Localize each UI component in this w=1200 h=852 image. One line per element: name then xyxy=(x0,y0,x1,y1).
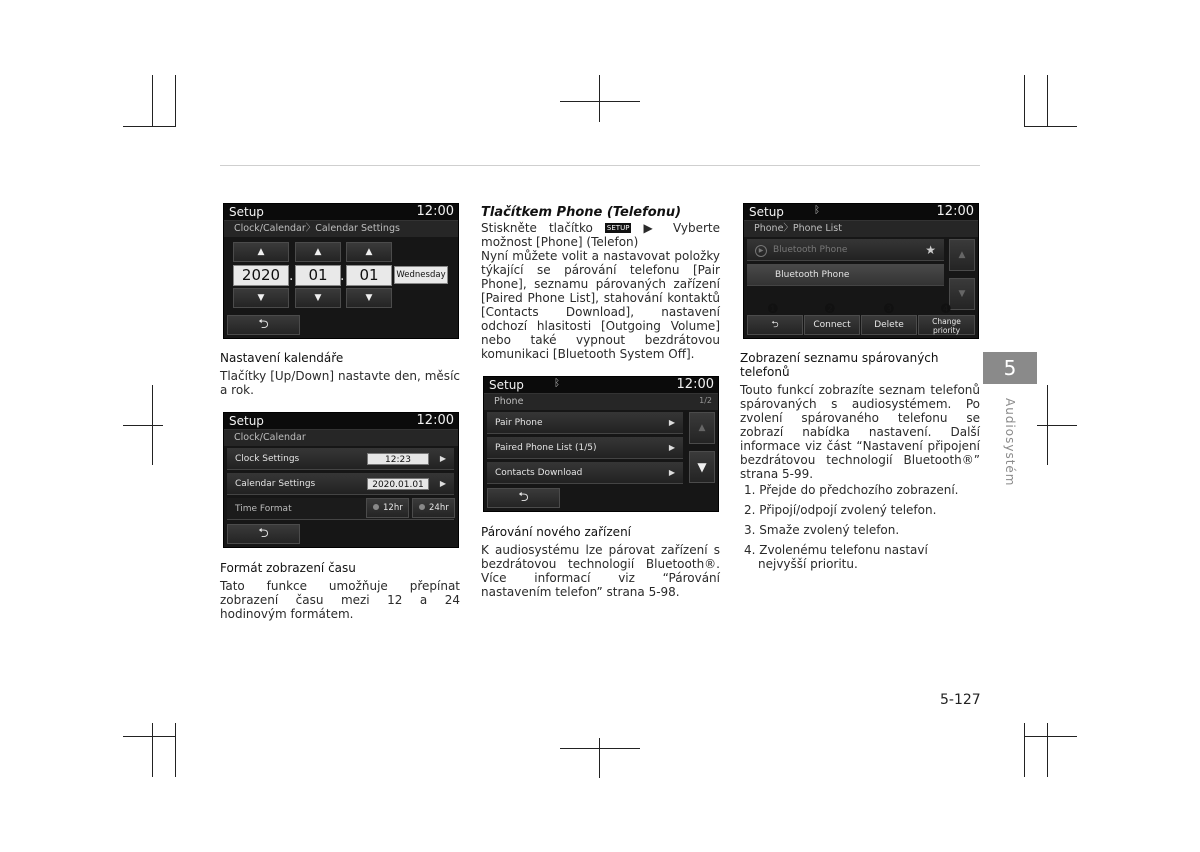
year-down-button[interactable]: ▼ xyxy=(233,288,289,308)
calendar-text: Tlačítky [Up/Down] nastavte den, měsíc a rok. xyxy=(220,369,460,397)
year-field[interactable]: 2020 xyxy=(233,265,289,286)
row-label: Time Format xyxy=(235,504,292,514)
crop-mark xyxy=(123,126,176,127)
radio-icon xyxy=(373,504,379,510)
screen-clock: 12:00 xyxy=(416,413,454,428)
phone-list-screen xyxy=(743,203,979,339)
screen-header xyxy=(224,413,458,430)
crop-mark xyxy=(599,75,600,122)
radio-icon xyxy=(419,504,425,510)
day-field[interactable]: 01 xyxy=(346,265,392,286)
star-icon: ★ xyxy=(925,243,936,257)
screen-title: Setup xyxy=(489,378,524,392)
arrow-right-icon: ▶ xyxy=(668,418,675,427)
screen-clock: 12:00 xyxy=(416,204,454,219)
screen-header xyxy=(224,204,458,221)
crop-mark xyxy=(152,723,153,777)
clock-settings-row[interactable] xyxy=(227,448,454,470)
crop-mark xyxy=(1037,425,1077,426)
calendar-value: 2020.01.01 xyxy=(367,478,429,490)
item-label: Bluetooth Phone xyxy=(773,245,848,255)
crop-mark xyxy=(1024,736,1077,737)
scroll-up-button[interactable]: ▲ xyxy=(689,412,715,444)
row-label: Paired Phone List (1/5) xyxy=(495,443,597,453)
crop-mark xyxy=(175,75,176,127)
back-button[interactable] xyxy=(747,315,803,335)
phone-description: Nyní můžete volit a nastavovat položky týkající se párování telefonu [Pair Phone], seznamu párovaných zařízení [Paired Phone List], stahování kontaktů [Contacts Download], nastavení odchozí hlasitosti [Outgoing Volume] nebo také vypnout bezdrátovou komunikaci [Bluetooth System Off]. xyxy=(481,249,720,361)
pairing-text: K audiosystému lze párovat zařízení s bezdrátovou technologií Bluetooth®. Více informací viz “Párování nastavením telefon” strana 5-98. xyxy=(481,543,720,599)
phone-list-item[interactable] xyxy=(747,239,944,261)
month-up-button[interactable]: ▲ xyxy=(295,242,341,262)
crop-mark xyxy=(1047,723,1048,777)
phone-instruction xyxy=(481,221,720,249)
phone-screen xyxy=(483,376,719,512)
crop-mark xyxy=(1024,723,1025,777)
arrow-right-icon: ▶ xyxy=(668,468,675,477)
year-up-button[interactable]: ▲ xyxy=(233,242,289,262)
button-label: Delete xyxy=(874,320,904,330)
bluetooth-icon: ᛒ xyxy=(554,378,560,389)
list-item: 1. Přejde do předchozího zobrazení. xyxy=(744,483,959,497)
weekday-display: Wednesday xyxy=(394,266,448,284)
crop-mark xyxy=(123,425,163,426)
month-field[interactable]: 01 xyxy=(295,265,341,286)
screen-header xyxy=(484,377,718,394)
arrow-right-icon: ▶ xyxy=(668,443,675,452)
callout-4: ❹ xyxy=(940,302,952,317)
crop-mark xyxy=(1047,75,1048,127)
pair-phone-row[interactable] xyxy=(487,412,683,434)
section-title: Audiosystém xyxy=(1003,398,1017,487)
screen-title: Setup xyxy=(229,414,264,428)
phone-list-item[interactable] xyxy=(747,264,944,286)
back-icon: ⮌ xyxy=(771,320,779,330)
screen-title: Setup xyxy=(749,205,784,219)
row-label: Contacts Download xyxy=(495,468,583,478)
row-label: Calendar Settings xyxy=(235,479,316,489)
screen-header xyxy=(744,204,978,221)
callout-3: ❸ xyxy=(883,302,895,317)
crop-mark xyxy=(560,748,640,749)
month-down-button[interactable]: ▼ xyxy=(295,288,341,308)
callout-2: ❷ xyxy=(824,302,836,317)
12hr-option[interactable] xyxy=(366,498,409,518)
arrow-right-icon: ▶ xyxy=(439,454,446,463)
date-separator: . xyxy=(340,268,345,284)
instruction-text: ▶ Vyberte možnost [Phone] (Telefon) xyxy=(481,221,720,249)
breadcrumb: Clock/Calendar〉Calendar Settings xyxy=(224,221,458,237)
list-item: 3. Smaže zvolený telefon. xyxy=(744,523,900,537)
button-label: Connect xyxy=(813,320,851,330)
scroll-up-button[interactable]: ▲ xyxy=(949,239,975,271)
row-label: Clock Settings xyxy=(235,454,300,464)
pairing-heading: Párování nového zařízení xyxy=(481,525,632,539)
page-indicator: 1/2 xyxy=(699,396,712,405)
list-item: 4. Zvolenému telefonu nastaví nejvyšší prioritu. xyxy=(744,543,928,571)
scroll-down-button[interactable]: ▼ xyxy=(949,278,975,310)
crop-mark xyxy=(599,738,600,778)
crop-mark xyxy=(1024,126,1077,127)
delete-button[interactable] xyxy=(861,315,917,335)
list-item: 2. Připojí/odpojí zvolený telefon. xyxy=(744,503,937,517)
format-heading: Formát zobrazení času xyxy=(220,561,356,575)
format-text: Tato funkce umožňuje přepínat zobrazení času mezi 12 a 24 hodinovým formátem. xyxy=(220,579,460,621)
arrow-right-icon: ▶ xyxy=(439,479,446,488)
crop-mark xyxy=(123,736,176,737)
option-label: 24hr xyxy=(429,503,449,513)
calendar-heading: Nastavení kalendáře xyxy=(220,351,344,365)
24hr-option[interactable] xyxy=(412,498,455,518)
crop-mark xyxy=(560,101,640,102)
row-label: Pair Phone xyxy=(495,418,543,428)
phone-heading: Tlačítkem Phone (Telefonu) xyxy=(481,205,682,220)
calendar-settings-row[interactable] xyxy=(227,473,454,495)
paired-phone-list-row[interactable] xyxy=(487,437,683,459)
date-separator: . xyxy=(289,268,294,284)
back-button[interactable]: ⮌ xyxy=(227,524,300,544)
clock-calendar-screen xyxy=(223,412,459,548)
back-button[interactable]: ⮌ xyxy=(487,488,560,508)
setup-key-icon: SETUP xyxy=(606,224,630,232)
screen-clock: 12:00 xyxy=(676,377,714,392)
day-up-button[interactable]: ▲ xyxy=(346,242,392,262)
button-label: Change priority xyxy=(932,317,961,335)
contacts-download-row[interactable] xyxy=(487,462,683,484)
page-number: 5-127 xyxy=(940,692,981,708)
crop-mark xyxy=(175,723,176,777)
crop-mark xyxy=(1024,75,1025,127)
crop-mark xyxy=(152,75,153,127)
screen-title: Setup xyxy=(229,205,264,219)
instruction-text: Stiskněte tlačítko xyxy=(481,221,593,235)
back-button[interactable]: ⮌ xyxy=(227,315,300,335)
option-label: 12hr xyxy=(383,503,403,513)
calendar-screen xyxy=(223,203,459,339)
day-down-button[interactable]: ▼ xyxy=(346,288,392,308)
breadcrumb: Phone〉Phone List xyxy=(744,221,978,237)
callout-1: ❶ xyxy=(767,302,779,317)
breadcrumb: Clock/Calendar xyxy=(224,430,458,446)
section-number: 5 xyxy=(1003,356,1017,380)
section-tab xyxy=(983,352,1037,384)
change-priority-button[interactable] xyxy=(918,315,975,335)
list-heading: Zobrazení seznamu spárovaných telefonů xyxy=(740,351,939,379)
bluetooth-icon: ᛒ xyxy=(814,205,820,216)
play-icon: ▶ xyxy=(755,245,767,257)
breadcrumb: Phone xyxy=(484,394,718,410)
connect-button[interactable] xyxy=(804,315,860,335)
function-list xyxy=(740,483,980,577)
item-label: Bluetooth Phone xyxy=(775,270,850,280)
scroll-down-button[interactable]: ▼ xyxy=(689,451,715,483)
header-rule xyxy=(220,165,980,166)
clock-value: 12:23 xyxy=(367,453,429,465)
screen-clock: 12:00 xyxy=(936,204,974,219)
list-text: Touto funkcí zobrazíte seznam telefonů spárovaných s audiosystémem. Po zvolení spárovaného telefonu se zobrazí nabídka nastavení. Další informace viz část “Nastavení připojení bezdrátovou technologií Bluetooth®” strana 5-99. xyxy=(740,383,980,481)
